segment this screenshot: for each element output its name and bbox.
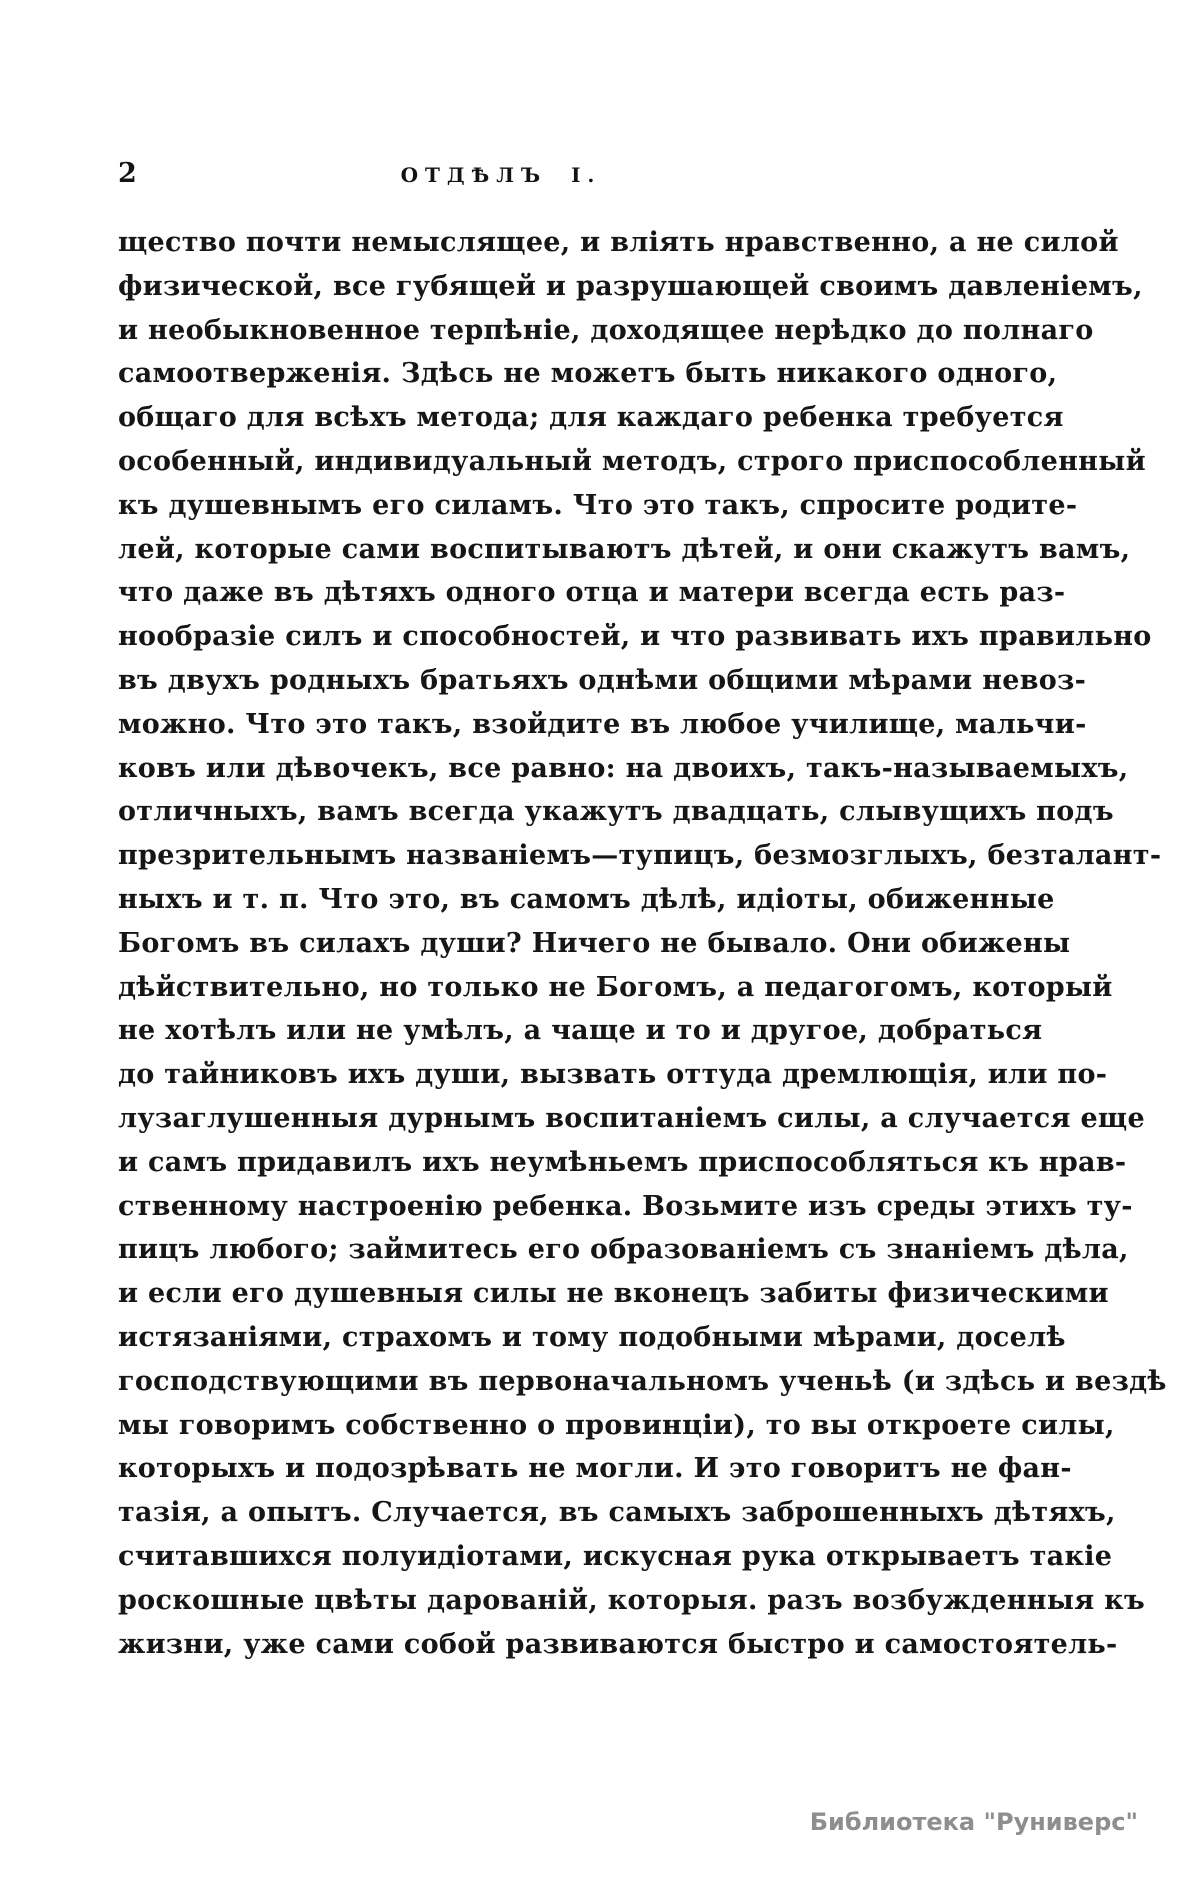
- text-line: особенный, индивидуальный методъ, строго приспособленный: [118, 445, 1146, 477]
- text-line: ковъ или дѣвочекъ, все равно: на двоихъ, такъ-называемыхъ,: [118, 752, 1129, 784]
- library-watermark: Библиотека "Руниверс": [809, 1808, 1138, 1836]
- text-line: дѣйствительно, но только не Богомъ, а педагогомъ, который: [118, 971, 1113, 1003]
- text-line: ственному настроенію ребенка. Возьмите изъ среды этихъ ту-: [118, 1190, 1133, 1222]
- text-line: отличныхъ, вамъ всегда укажутъ двадцать, слывущихъ подъ: [118, 796, 1114, 828]
- text-line: тазія, а опытъ. Случается, въ самыхъ заброшенныхъ дѣтяхъ,: [118, 1497, 1116, 1529]
- text-line: которыхъ и подозрѣвать не могли. И это говоритъ не фан-: [118, 1453, 1072, 1485]
- text-line: физической, все губящей и разрушающей своимъ давленіемъ,: [118, 270, 1143, 302]
- text-line: и самъ придавилъ ихъ неумѣньемъ приспособляться къ нрав-: [118, 1146, 1127, 1178]
- section-title: ОТДѢЛЪ I.: [400, 163, 602, 187]
- text-line: щество почти немыслящее, и вліять нравственно, а не силой: [118, 227, 1119, 258]
- text-line: ныхъ и т. п. Что это, въ самомъ дѣлѣ, идіоты, обиженные: [118, 883, 1055, 915]
- text-line: что даже въ дѣтяхъ одного отца и матери всегда есть раз-: [118, 577, 1066, 609]
- text-line: лей, которые сами воспитываютъ дѣтей, и они скажутъ вамъ,: [118, 533, 1131, 565]
- text-line: не хотѣлъ или не умѣлъ, а чаще и то и другое, добраться: [118, 1015, 1043, 1047]
- text-line: къ душевнымъ его силамъ. Что это такъ, спросите родите-: [118, 489, 1078, 521]
- page-number: 2: [118, 158, 137, 189]
- text-line: въ двухъ родныхъ братьяхъ однѣми общими мѣрами невоз-: [118, 664, 1087, 696]
- text-line: пицъ любого; займитесь его образованіемъ съ знаніемъ дѣла,: [118, 1234, 1129, 1266]
- text-line: до тайниковъ ихъ души, вызвать оттуда дремлющія, или по-: [118, 1059, 1108, 1091]
- text-line: господствующими въ первоначальномъ ученьѣ (и здѣсь и вездѣ: [118, 1365, 1167, 1397]
- text-line: самоотверженія. Здѣсь не можетъ быть никакого одного,: [118, 358, 1058, 390]
- text-line: нообразіе силъ и способностей, и что развивать ихъ правильно: [118, 621, 1152, 653]
- text-line: общаго для всѣхъ метода; для каждаго ребенка требуется: [118, 402, 1064, 434]
- text-line: лузаглушенныя дурнымъ воспитаніемъ силы, а случается еще: [118, 1102, 1145, 1134]
- text-line: и если его душевныя силы не вконецъ забиты физическими: [118, 1278, 1109, 1310]
- text-line: можно. Что это такъ, взойдите въ любое училище, мальчи-: [118, 708, 1087, 740]
- text-line: роскошные цвѣты дарованій, которыя. разъ возбужденныя къ: [118, 1584, 1145, 1616]
- text-line: мы говоримъ собственно о провинціи), то вы откроете силы,: [118, 1409, 1115, 1441]
- text-line: жизни, уже сами собой развиваются быстро и самостоятель-: [118, 1628, 1118, 1660]
- text-line: считавшихся полуидіотами, искусная рука открываетъ такіе: [118, 1540, 1113, 1572]
- text-line: презрительнымъ названіемъ—тупицъ, безмозглыхъ, безталант-: [118, 840, 1162, 872]
- text-line: истязаніями, страхомъ и тому подобными мѣрами, доселѣ: [118, 1321, 1066, 1353]
- body-text: [118, 221, 1167, 1666]
- text-line: и необыкновенное терпѣніе, доходящее нерѣдко до полнаго: [118, 314, 1094, 346]
- text-line: Богомъ въ силахъ души? Ничего не бывало. Они обижены: [118, 927, 1071, 959]
